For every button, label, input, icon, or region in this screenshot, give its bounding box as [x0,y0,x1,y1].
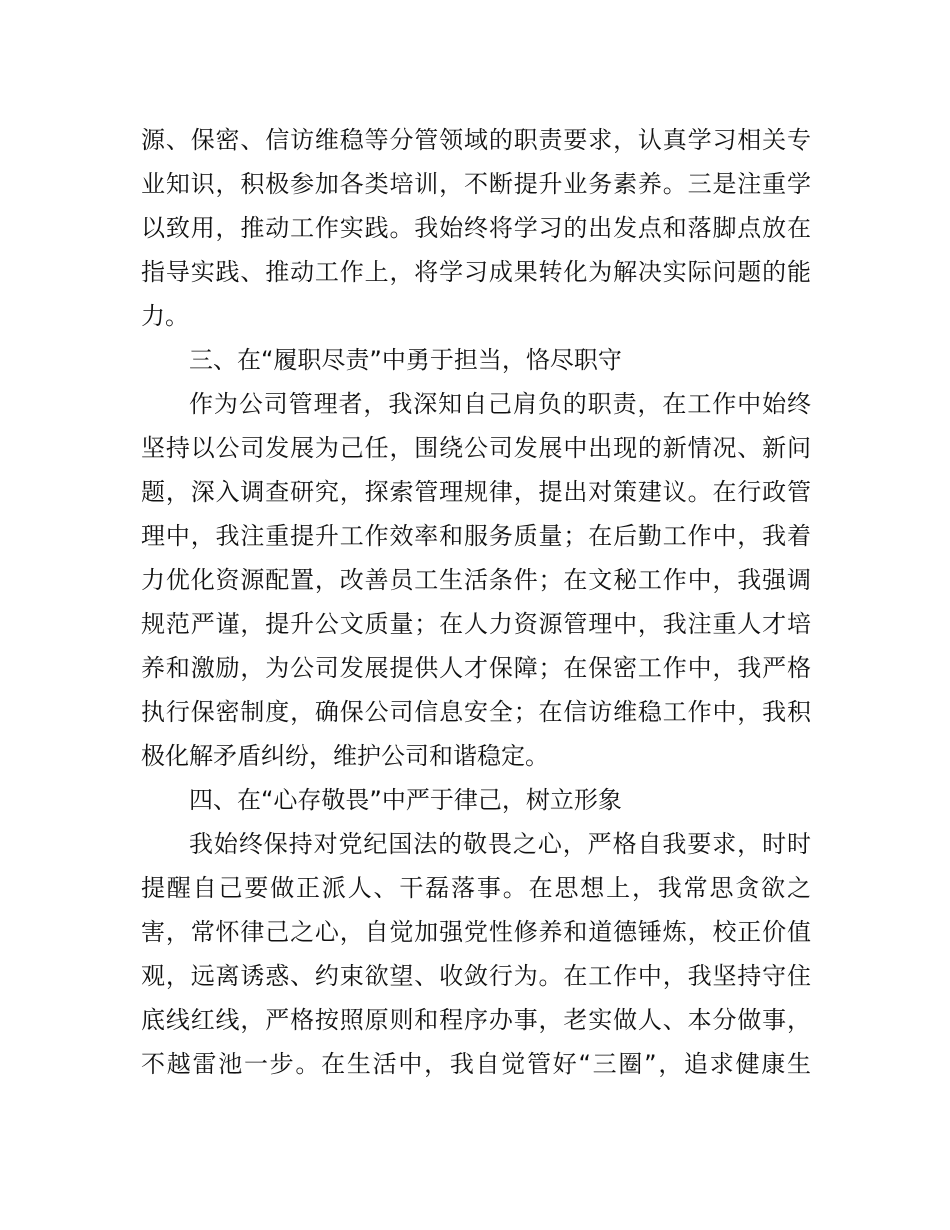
text-line: 不越雷池一步。在生活中，我自觉管好“三圈”，追求健康生 [141,1050,811,1078]
text-line: 力。 [141,302,189,330]
text-line: 提醒自己要做正派人、干磊落事。在思想上，我常思贪欲之 [141,874,811,902]
text-line: 执行保密制度，确保公司信息安全；在信访维稳工作中，我积 [141,698,811,726]
text-line: 底线红线，严格按照原则和程序办事，老实做人、本分做事， [141,1006,811,1034]
text-line: 作为公司管理者，我深知自己肩负的职责，在工作中始终 [189,390,811,418]
text-line: 坚持以公司发展为己任，围绕公司发展中出现的新情况、新问 [141,434,811,462]
text-line: 业知识，积极参加各类培训，不断提升业务素养。三是注重学 [141,170,811,198]
document-body [141,118,811,1086]
section-heading: 四、在“心存敬畏”中严于律己，树立形象 [189,786,622,814]
text-line: 理中，我注重提升工作效率和服务质量；在后勤工作中，我着 [141,522,811,550]
section-heading: 三、在“履职尽责”中勇于担当，恪尽职守 [189,346,622,374]
text-line: 观，远离诱惑、约束欲望、收敛行为。在工作中，我坚持守住 [141,962,811,990]
text-line: 指导实践、推动工作上，将学习成果转化为解决实际问题的能 [141,258,811,286]
text-line: 源、保密、信访维稳等分管领域的职责要求，认真学习相关专 [141,126,811,154]
text-line: 题，深入调查研究，探索管理规律，提出对策建议。在行政管 [141,478,811,506]
text-line: 极化解矛盾纠纷，维护公司和谐稳定。 [141,742,549,770]
text-line: 我始终保持对党纪国法的敬畏之心，严格自我要求，时时 [189,830,811,858]
text-line: 以致用，推动工作实践。我始终将学习的出发点和落脚点放在 [141,214,811,242]
text-line: 规范严谨，提升公文质量；在人力资源管理中，我注重人才培 [141,610,811,638]
text-line: 力优化资源配置，改善员工生活条件；在文秘工作中，我强调 [141,566,811,594]
text-line: 养和激励，为公司发展提供人才保障；在保密工作中，我严格 [141,654,811,682]
text-line: 害，常怀律己之心，自觉加强党性修养和道德锤炼，校正价值 [141,918,811,946]
